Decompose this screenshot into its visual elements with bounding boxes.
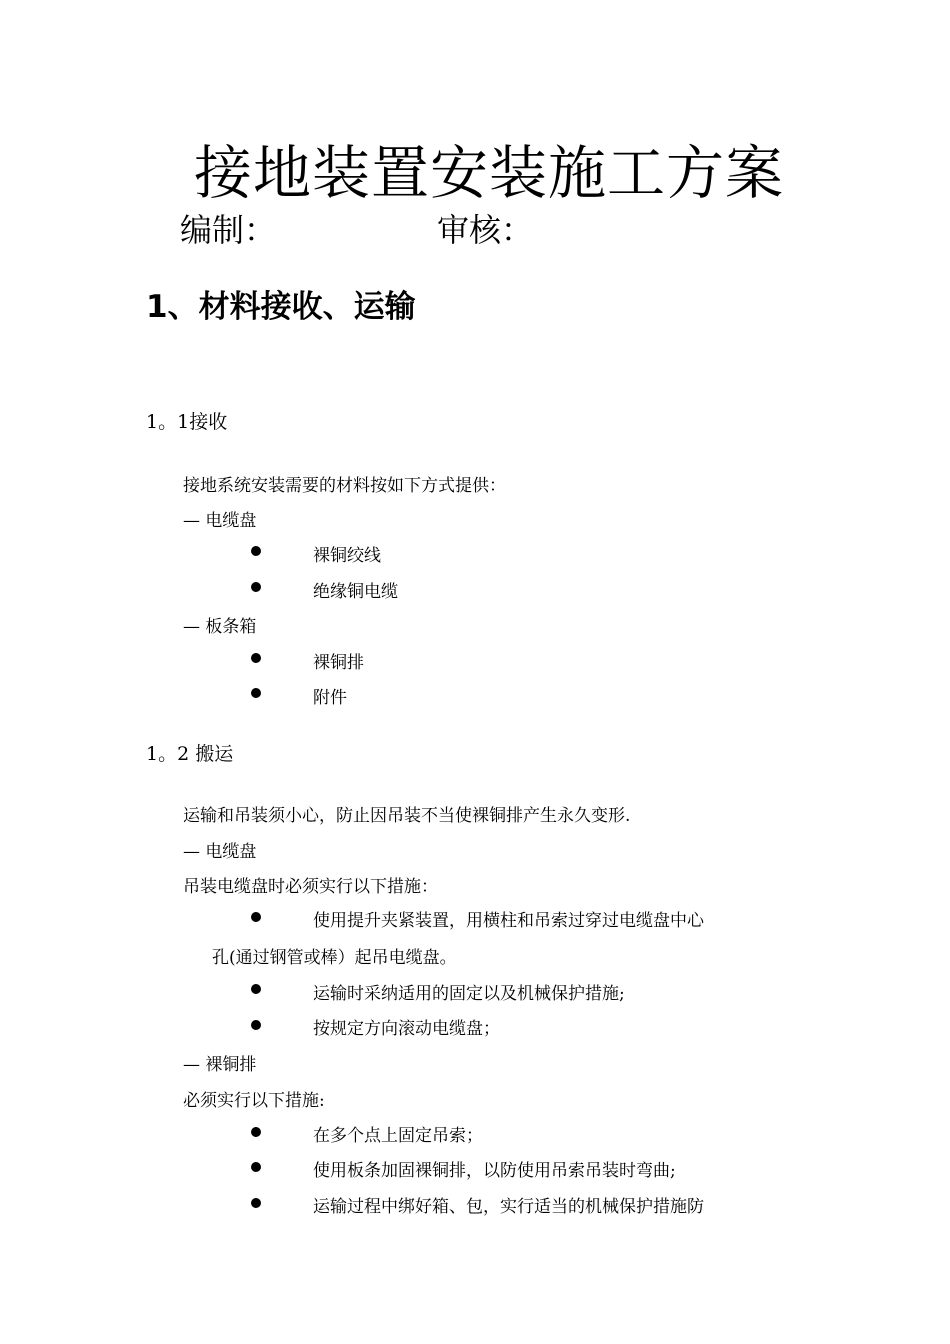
bullet-icon xyxy=(251,653,261,663)
list-item: 绝缘铜电缆 xyxy=(313,582,398,602)
list-item: 裸铜排 xyxy=(313,653,364,673)
list-item: 运输过程中绑好箱、包，实行适当的机械保护措施防 xyxy=(313,1197,704,1217)
bullet-icon xyxy=(251,912,261,922)
bullet-icon xyxy=(251,688,261,698)
bullet-icon xyxy=(251,1162,261,1172)
bullet-icon xyxy=(251,1198,261,1208)
list-item: 使用板条加固裸铜排，以防使用吊索吊装时弯曲; xyxy=(313,1161,676,1181)
bullet-icon xyxy=(251,984,261,994)
group-label: — 板条箱 xyxy=(183,617,257,637)
paragraph: 运输和吊装须小心，防止因吊装不当使裸铜排产生永久变形. xyxy=(183,806,631,826)
subsection-title: 搬运 xyxy=(195,743,234,765)
bullet-icon xyxy=(251,582,261,592)
subsection-title: 接收 xyxy=(189,411,228,433)
group-label: — 电缆盘 xyxy=(183,842,257,862)
paragraph: 接地系统安装需要的材料按如下方式提供： xyxy=(183,476,506,496)
subsection-heading-receive xyxy=(146,407,227,434)
bullet-icon xyxy=(251,546,261,556)
editor-label: 编制： xyxy=(180,211,277,249)
subsection-heading-transport xyxy=(146,739,233,766)
paragraph: 必须实行以下措施: xyxy=(183,1091,325,1111)
subsection-number: 1。1 xyxy=(146,411,190,433)
list-item: 裸铜绞线 xyxy=(313,546,381,566)
list-item: 在多个点上固定吊索； xyxy=(313,1126,483,1146)
paragraph: 吊装电缆盘时必须实行以下措施： xyxy=(183,877,438,897)
list-item: 运输时采纳适用的固定以及机械保护措施; xyxy=(313,984,625,1004)
subsection-number: 1。2 xyxy=(146,743,190,765)
list-item: 按规定方向滚动电缆盘； xyxy=(313,1019,500,1039)
list-item: 使用提升夹紧装置，用横柱和吊索过穿过电缆盘中心 xyxy=(313,911,704,931)
list-item-continuation: 孔(通过钢管或棒）起吊电缆盘。 xyxy=(212,948,457,968)
reviewer-label: 审核： xyxy=(437,211,534,249)
document-title: 接地装置安装施工方案 xyxy=(193,139,784,207)
bullet-icon xyxy=(251,1127,261,1137)
section-heading: 1、材料接收、运输 xyxy=(146,289,416,325)
group-label: — 电缆盘 xyxy=(183,511,257,531)
list-item: 附件 xyxy=(313,688,347,708)
group-label: — 裸铜排 xyxy=(183,1055,257,1075)
bullet-icon xyxy=(251,1020,261,1030)
